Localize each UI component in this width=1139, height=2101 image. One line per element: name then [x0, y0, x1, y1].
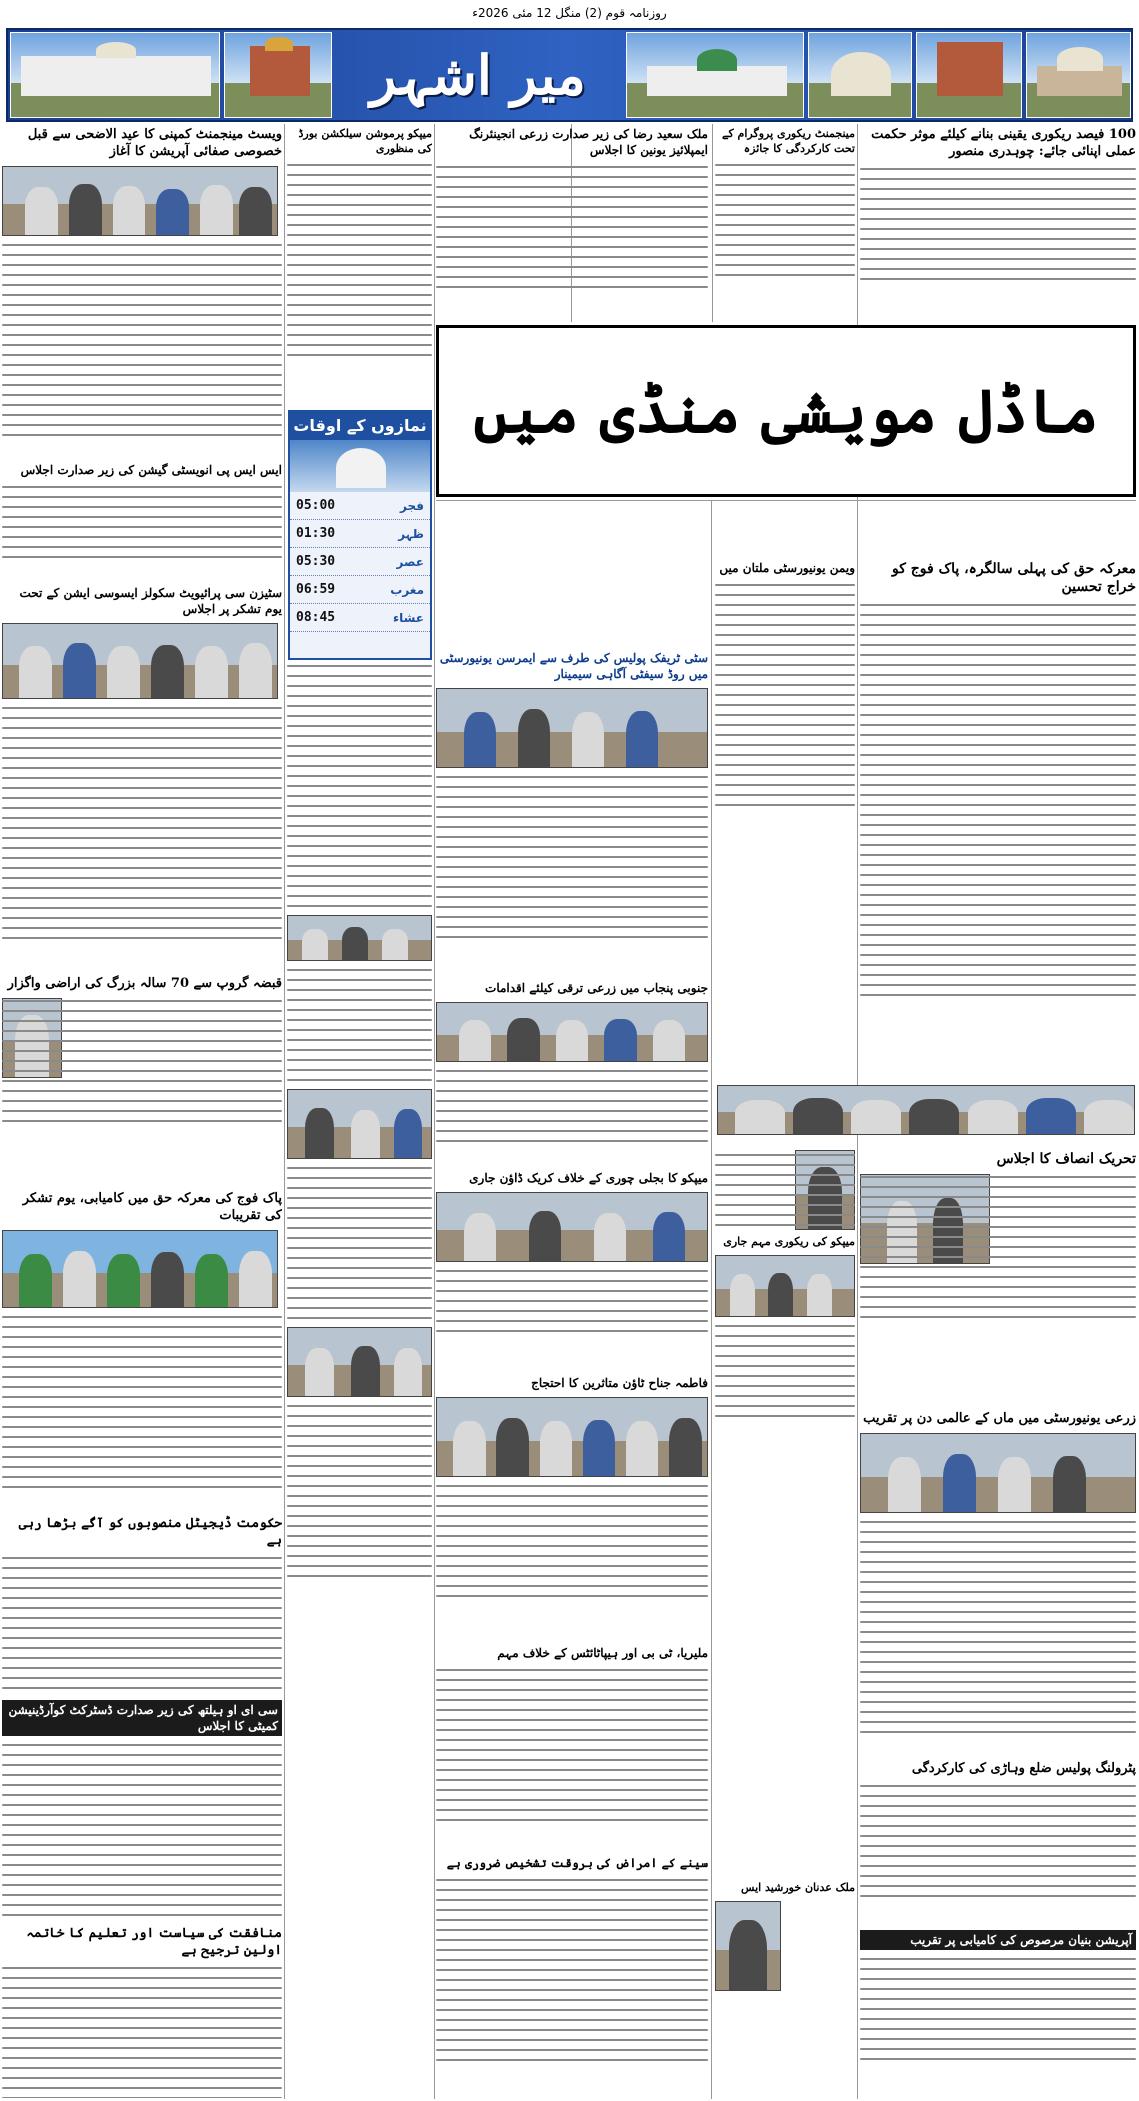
headline: قبضہ گروپ سے 70 سالہ بزرگ کی اراضی واگزار — [7, 976, 282, 991]
news-photo — [436, 1192, 708, 1262]
headline: پاک فوج کی معرکہ حق میں کامیابی، یوم تشکر کی تقریبات — [22, 1191, 282, 1223]
article-left-1 — [2, 975, 282, 1185]
article-top-5 — [2, 126, 282, 456]
article-right-4 — [860, 1150, 1136, 1400]
mosque-image — [290, 440, 430, 492]
article-right-1 — [860, 1410, 1136, 1750]
prayer-row — [290, 520, 430, 548]
dateline: روزنامہ قوم (2) منگل 12 مئی 2026ء — [472, 6, 667, 20]
headline: سٹی ٹریفک پولیس کی طرف سے ایمرسن یونیورسٹی میں روڈ سیفٹی آگاہی سیمینار — [439, 651, 708, 681]
headline: آپریشن بنیان مرصوص کی کامیابی پر تقریب — [860, 1930, 1136, 1950]
headline: ملیریا، ٹی بی اور ہیپاٹائٹس کے خلاف مہم — [497, 1646, 708, 1660]
prayer-name: مغرب — [390, 582, 424, 597]
prayer-name: عشاء — [392, 610, 424, 625]
article-center-6 — [436, 1855, 708, 2098]
prayer-time: 05:30 — [296, 554, 336, 569]
article-mid-5 — [2, 585, 282, 965]
prayer-name: ظہر — [398, 526, 424, 541]
headline: مینجمنٹ ریکوری پروگرام کے تحت کارکردگی کا جائزہ — [722, 127, 855, 155]
article-narrow — [287, 665, 432, 2098]
headline: 100 فیصد ریکوری یقینی بنانے کیلئے موثر حکمت عملی اپنائی جائے: چوہدری منصور — [871, 127, 1136, 159]
news-photo — [715, 1901, 781, 1991]
article-top-2 — [715, 126, 855, 322]
headline: ویمن یونیورسٹی ملتان میں — [719, 561, 855, 575]
masthead-photo-5 — [916, 32, 1022, 118]
prayer-time: 06:59 — [296, 582, 336, 597]
news-photo — [860, 1433, 1136, 1513]
prayer-time: 08:45 — [296, 610, 336, 625]
headline: معرکہ حق کی پہلی سالگرہ، پاک فوج کو خراج تحسین — [891, 561, 1136, 595]
article-center-4 — [436, 1375, 708, 1635]
headline: زرعی یونیورسٹی میں ماں کے عالمی دن پر تقریب — [863, 1411, 1136, 1426]
news-photo — [2, 623, 278, 699]
article-left-4 — [2, 1700, 282, 1920]
lead-headline-banner — [436, 325, 1136, 497]
news-photo — [715, 1255, 855, 1317]
prayer-row — [290, 576, 430, 604]
headline: سٹیزن سی پرائیویٹ سکولز ایسوسی ایشن کے تحت یوم تشکر پر اجلاس — [19, 586, 282, 616]
masthead — [6, 28, 1133, 122]
headline: جنوبی پنجاب میں زرعی ترقی کیلئے اقدامات — [485, 981, 708, 995]
masthead-photo-2 — [224, 32, 332, 118]
masthead-photo-1 — [10, 32, 220, 118]
prayer-times-title: نمازوں کے اوقات — [290, 412, 430, 440]
masthead-title: میر اشہر — [370, 43, 586, 107]
article-top-3 — [436, 126, 708, 322]
news-photo — [436, 688, 708, 768]
headline: ملک سعید رضا کی زیر صدارت زرعی انجینئرنگ ایمپلائیز یونین کا اجلاس — [469, 127, 708, 157]
masthead-photo-6 — [1026, 32, 1131, 118]
headline: سی ای او ہیلتھ کی زیر صدارت ڈسٹرکٹ کوآرڈینیشن کمیٹی کا اجلاس — [2, 1700, 282, 1736]
news-photo — [2, 1230, 278, 1308]
prayer-name: عصر — [396, 554, 424, 569]
headline: ایس ایس پی انویسٹی گیشن کی زیر صدارت اجلاس — [20, 463, 282, 477]
article-mid-4 — [2, 462, 282, 582]
headline: ملک عدنان خورشید ایس — [741, 1881, 855, 1894]
prayer-row — [290, 548, 430, 576]
article-right-2 — [860, 1760, 1136, 1920]
headline: ویسٹ مینجمنٹ کمپنی کا عید الاضحی سے قبل خصوصی صفائی آپریشن کا آغاز — [27, 127, 282, 159]
article-mid-2 — [715, 560, 855, 860]
article-right-5 — [715, 1150, 855, 1550]
article-left-2 — [2, 1190, 282, 1510]
headline: میپکو کا بجلی چوری کے خلاف کریک ڈاؤن جاری — [469, 1171, 708, 1185]
news-photo — [287, 1327, 432, 1397]
prayer-time: 01:30 — [296, 526, 336, 541]
masthead-photo-4 — [808, 32, 912, 118]
news-photo — [436, 1397, 708, 1477]
headline: میپکو پرموشن سیلکشن بورڈ کی منظوری — [298, 127, 432, 155]
news-photo — [287, 1089, 432, 1159]
article-top-1 — [860, 126, 1136, 322]
prayer-row — [290, 604, 430, 632]
article-mid-1 — [860, 560, 1136, 1060]
article-center-5 — [436, 1645, 708, 1845]
prayer-name: فجر — [400, 498, 424, 513]
article-left-3 — [2, 1515, 282, 1695]
news-photo — [287, 915, 432, 961]
news-photo — [2, 166, 278, 236]
prayer-row — [290, 492, 430, 520]
article-top-4 — [287, 126, 432, 408]
prayer-times-box — [288, 410, 432, 660]
headline: فاطمہ جناح ٹاؤن متاثرین کا احتجاج — [531, 1376, 708, 1390]
article-left-5 — [2, 1925, 282, 2098]
article-center-3 — [436, 1170, 708, 1370]
article-right-3 — [860, 1930, 1136, 2098]
lead-headline: ماڈل مویشی منڈی میں — [473, 377, 1099, 447]
headline: منافقت کی سیاست اور تعلیم کا خاتمہ اولین ترجیح ہے — [26, 1926, 282, 1958]
article-center-2 — [436, 980, 708, 1160]
prayer-time: 05:00 — [296, 498, 336, 513]
news-photo — [717, 1085, 1135, 1135]
article-right-6 — [715, 1880, 855, 2098]
headline: میپکو کی ریکوری مہم جاری — [723, 1235, 855, 1248]
headline: سینے کے امراض کی بروقت تشخیص ضروری ہے — [446, 1856, 708, 1870]
article-mid-3 — [436, 650, 708, 970]
news-photo — [436, 1002, 708, 1062]
masthead-photo-3 — [626, 32, 804, 118]
headline: پٹرولنگ پولیس ضلع وہاڑی کی کارکردگی — [911, 1761, 1136, 1776]
headline: حکومت ڈیجیٹل منصوبوں کو آگے بڑھا رہی ہے — [18, 1516, 282, 1548]
headline: تحریک انصاف کا اجلاس — [996, 1151, 1136, 1167]
